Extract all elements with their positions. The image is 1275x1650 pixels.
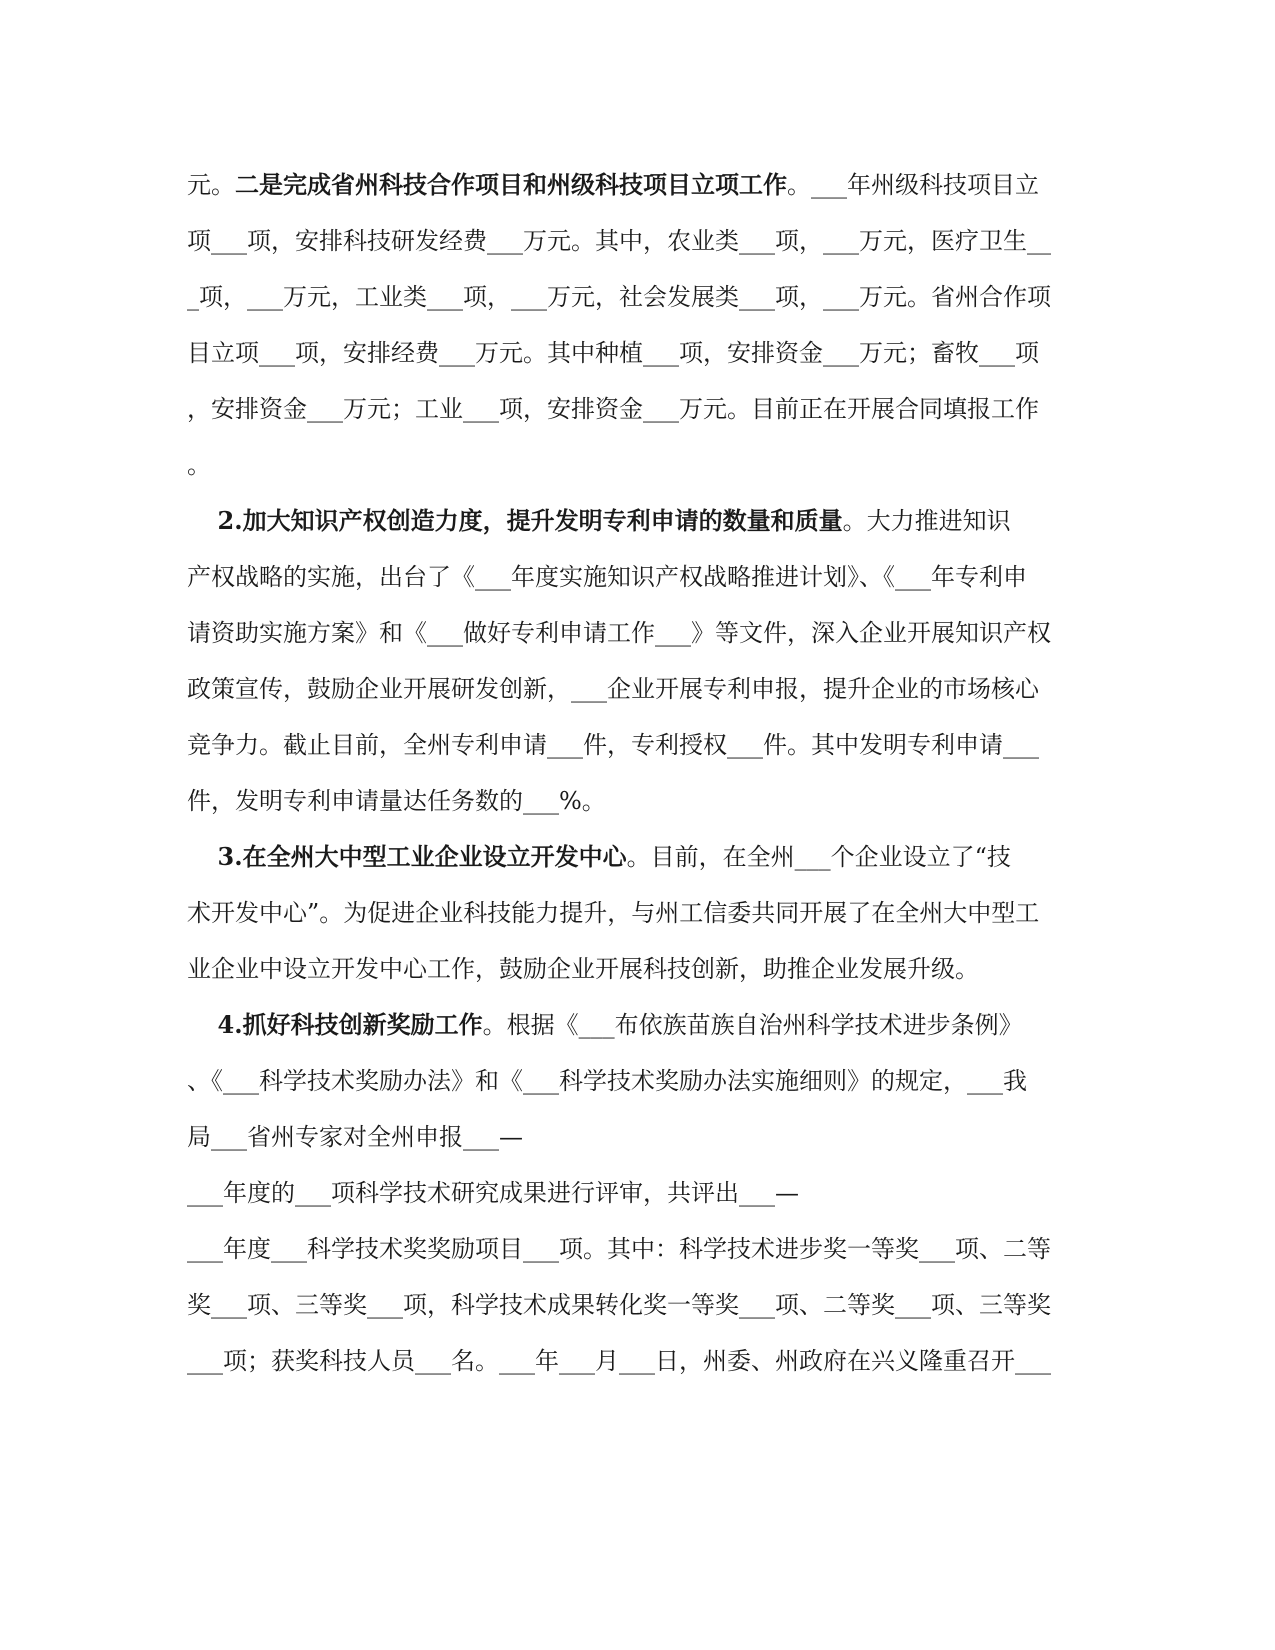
line-text: 项___项，安排科技研发经费___万元。其中，农业类___项，___万元，医疗卫生__	[187, 227, 1051, 255]
text-line	[187, 896, 1087, 930]
line-text: 元。	[187, 171, 235, 199]
text-line	[187, 1120, 1087, 1154]
text-line	[187, 840, 1087, 874]
text-line	[187, 392, 1087, 426]
text-line	[187, 224, 1087, 258]
text-line	[187, 336, 1087, 370]
text-line	[187, 504, 1087, 538]
text-line	[187, 784, 1087, 818]
line-bold-text: 2.加大知识产权创造力度，提升发明专利申请的数量和质量	[217, 506, 843, 535]
text-line	[187, 1344, 1087, 1378]
line-text-tail: 。___年州级科技项目立	[787, 171, 1039, 199]
line-text: _项，___万元，工业类___项，___万元，社会发展类___项，___万元。省州合作项	[187, 283, 1051, 311]
line-text-tail: 。大力推进知识	[842, 507, 1011, 535]
line-bold-text: 4.抓好科技创新奖励工作	[217, 1010, 483, 1039]
text-line	[187, 952, 1087, 986]
text-line	[187, 1232, 1087, 1266]
text-line	[187, 560, 1087, 594]
line-text: 奖___项、三等奖___项，科学技术成果转化奖一等奖___项、二等奖___项、三等奖	[187, 1291, 1051, 1319]
line-text: 业企业中设立开发中心工作，鼓励企业开展科技创新，助推企业发展升级。	[187, 955, 979, 983]
line-text: 竞争力。截止目前，全州专利申请___件，专利授权___件。其中发明专利申请___	[187, 731, 1039, 759]
line-text: 目立项___项，安排经费___万元。其中种植___项，安排资金___万元；畜牧___项	[187, 339, 1039, 367]
line-text-tail: 。目前，在全州___个企业设立了“技	[626, 843, 1011, 871]
line-text	[187, 1011, 218, 1039]
line-bold-text: 二是完成省州科技合作项目和州级科技项目立项工作	[235, 170, 787, 199]
text-line	[187, 728, 1087, 762]
text-line	[187, 1176, 1087, 1210]
text-line	[187, 616, 1087, 650]
line-text: 术开发中心”。为促进企业科技能力提升，与州工信委共同开展了在全州大中型工	[187, 899, 1040, 927]
line-text: ，安排资金___万元；工业___项，安排资金___万元。目前正在开展合同填报工作	[187, 395, 1039, 423]
line-text: ___年度的___项科学技术研究成果进行评审，共评出___—	[187, 1179, 799, 1207]
line-text: ___项；获奖科技人员___名。___年___月___日，州委、州政府在兴义隆重召开___	[187, 1347, 1051, 1375]
line-text: 件，发明专利申请量达任务数的___%。	[187, 787, 606, 815]
line-text: ___年度___科学技术奖奖励项目___项。其中：科学技术进步奖一等奖___项、二等	[187, 1235, 1051, 1263]
text-line	[187, 1008, 1087, 1042]
line-text: 。	[187, 451, 211, 479]
text-line	[187, 280, 1087, 314]
line-text: 请资助实施方案》和《___做好专利申请工作___》等文件，深入企业开展知识产权	[187, 619, 1051, 647]
text-line	[187, 448, 1087, 482]
text-line	[187, 1288, 1087, 1322]
line-text-tail: 。根据《___布依族苗族自治州科学技术进步条例》	[482, 1011, 1023, 1039]
line-bold-text: 3.在全州大中型工业企业设立开发中心	[217, 842, 627, 871]
line-text: 局___省州专家对全州申报___—	[187, 1123, 523, 1151]
line-text: 产权战略的实施，出台了《___年度实施知识产权战略推进计划》、《___年专利申	[187, 563, 1027, 591]
text-line	[187, 1064, 1087, 1098]
text-line	[187, 168, 1087, 202]
line-text	[187, 507, 218, 535]
line-text: 政策宣传，鼓励企业开展研发创新，___企业开展专利申报，提升企业的市场核心	[187, 675, 1039, 703]
line-text	[187, 843, 218, 871]
text-line	[187, 672, 1087, 706]
line-text: 、《___科学技术奖励办法》和《___科学技术奖励办法实施细则》的规定，___我	[187, 1067, 1027, 1095]
